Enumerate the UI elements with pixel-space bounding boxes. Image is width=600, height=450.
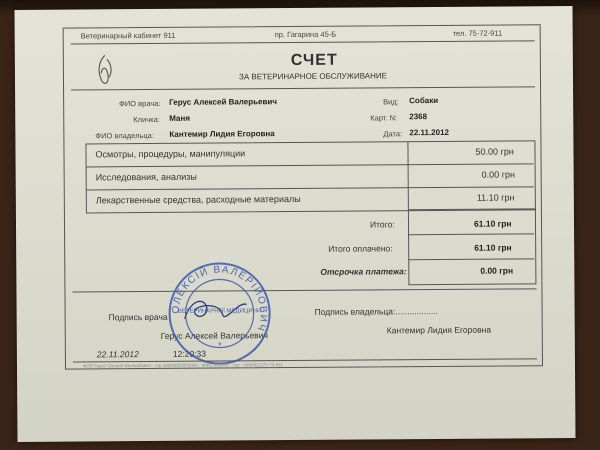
species-label: Вид: [383,97,399,107]
paid-value: 61.10 грн [474,242,512,253]
stamp-center-text: ВЕТЕРИНАРНОЇ МЕДИЦИНИ [177,308,262,315]
doctor-value: Герус Алексей Валерьевич [169,97,277,107]
doctor-signature-label: Подпись врача [108,311,168,323]
stamp-ring-text: ОЛЕКСІЙ ВАЛЕРІЙОВИЧ [170,264,269,334]
clinic-address: пр. Гагарина 45-Б [274,29,337,40]
clinic-stamp [164,258,275,369]
clinic-name: Ветеринарный кабинет 911 [80,30,176,41]
service-name: Лекарственные средства, расходные материалы [95,193,301,206]
owner-signature-label: Подпись владельца:.................. [314,306,438,317]
invoice-paper [14,6,575,442]
species-value: Собаки [409,95,439,106]
owner-signature-name: Кантемир Лидия Егоровна [386,324,492,336]
date-label: Дата: [383,129,403,139]
date-value: 22.11.2012 [409,127,450,138]
doctor-label: ФИО врача: [119,98,161,109]
doctor-signature-name: Герус Алексей Валерьевич [160,330,268,341]
signature-date: 22.11.2012 [96,349,139,360]
service-name: Исследования, анализы [95,171,197,183]
owner-value: Кантемир Лидия Егоровна [169,129,275,139]
service-name: Осмотры, процедуры, манипуляции [95,148,246,160]
svg-text:ОЛЕКСІЙ ВАЛЕРІЙОВИЧ [170,264,269,334]
clinic-phone: тел. 75-72-911 [452,28,503,38]
invoice-title: СЧЕТ [290,51,338,70]
deferral-label: Отсрочка платежа: [320,266,407,277]
total-label: Итого: [369,219,395,230]
owner-label: ФИО владельца: [95,130,154,141]
nickname-label: Кличка: [133,114,160,125]
totals-table [408,208,537,285]
invoice-subtitle: ЗА ВЕТЕРИНАРНОЕ ОБСЛУЖИВАНИЕ [238,71,388,82]
card-label: Карт. N: [370,113,398,123]
logo-icon [93,53,117,87]
footer-requisites: ФОП Герус Олексій Валерійович · п/р 26000000000000 · МФО 000000 · тел. +38(0612)75-72-911 [82,362,283,369]
card-value: 2368 [409,112,428,122]
stamp-star-icon: * [218,340,222,351]
paid-label: Итого оплачено: [328,243,393,254]
service-amount: 0.00 грн [481,169,515,180]
nickname-value: Маня [169,113,191,123]
deferral-value: 0.00 грн [480,265,514,276]
service-amount: 11.10 грн [476,192,515,203]
signature-time: 12:20:33 [172,348,207,359]
service-amount: 50.00 грн [475,146,514,157]
total-value: 61.10 грн [473,218,512,229]
